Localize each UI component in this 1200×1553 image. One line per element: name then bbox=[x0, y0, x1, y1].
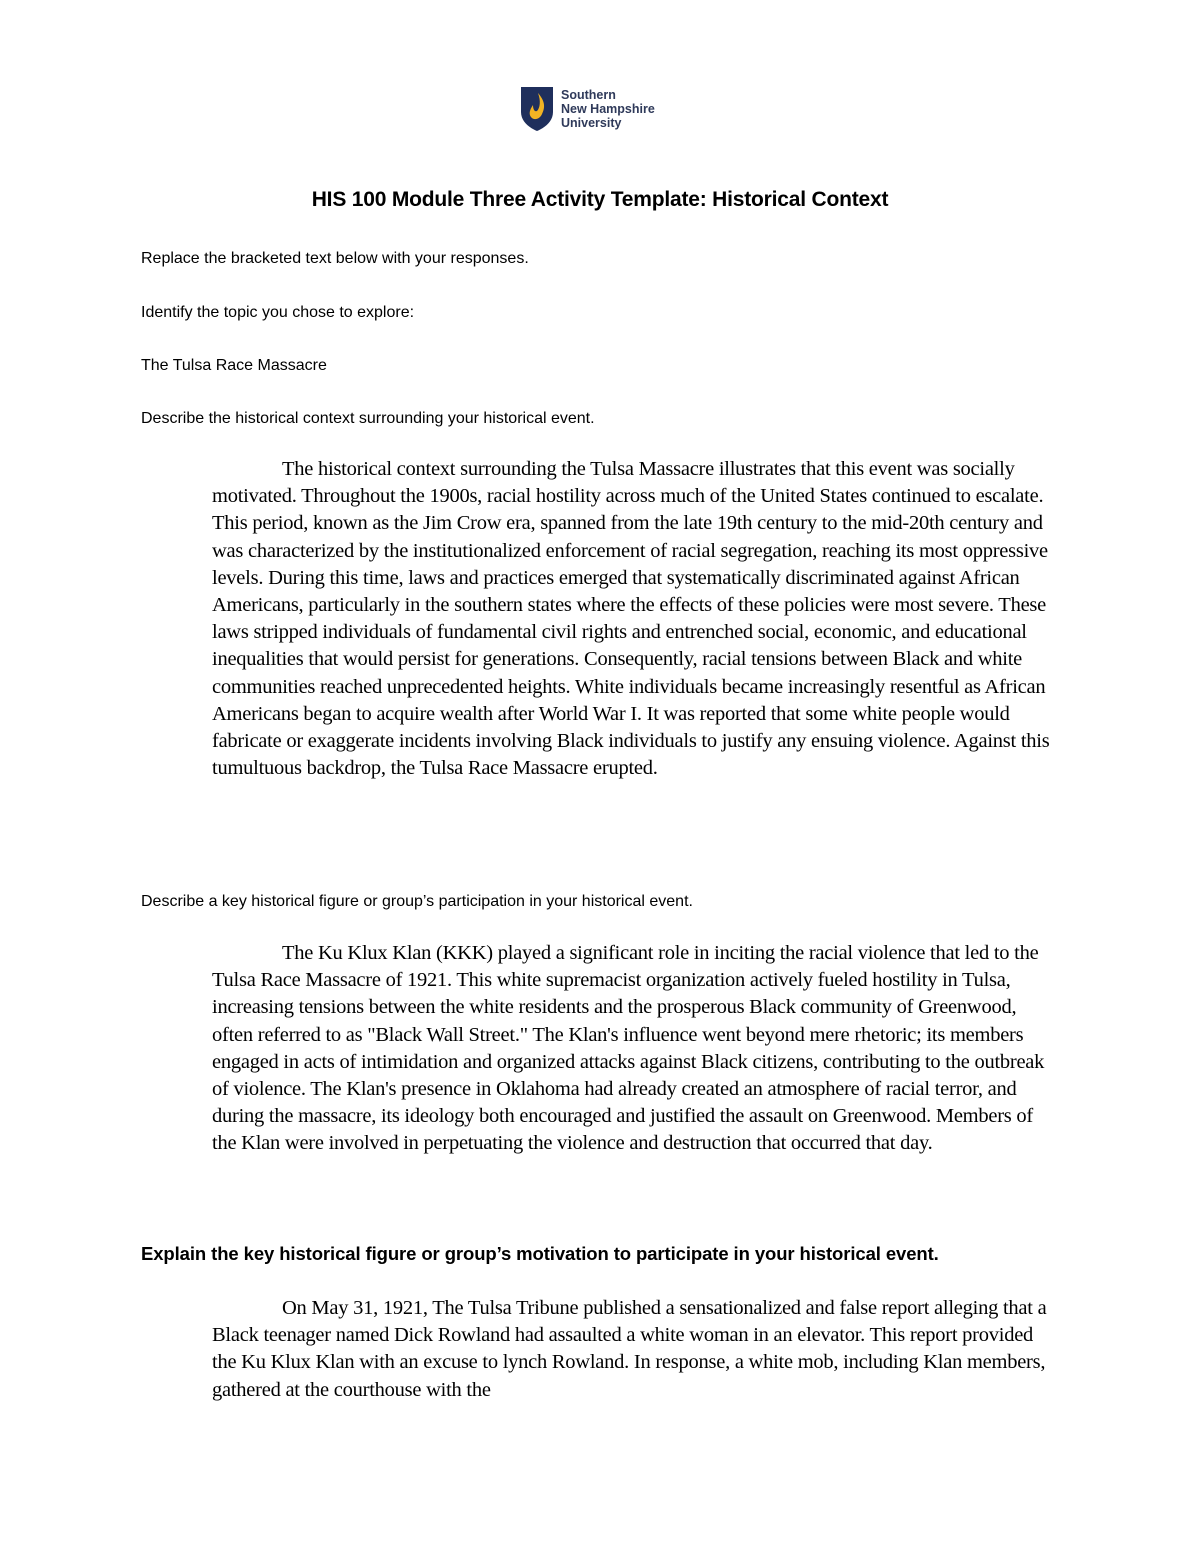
answer-context: The historical context surrounding the Tulsa Massacre illustrates that this event was socially motivated. Throughout the 1900s, racial hostility across much of the United States continued to escalate. This period, known as the Jim Crow era, spanned from the late 19th century to the mid-20th century and was characterized by the institutionalized enforcement of racial segregation, reaching its most oppressive levels. During this time, laws and practices emerged that systematically discriminated against African Americans, particularly in the southern states where the effects of these policies were most severe. These laws stripped individuals of fundamental civil rights and entrenched social, economic, and educational inequalities that would persist for generations. Consequently, racial tensions between Black and white communities reached unprecedented heights. White individuals became increasingly resentful as African Americans began to acquire wealth after World War I. It was reported that some white people would fabricate or exaggerate incidents involving Black individuals to justify any ensuing violence. Against this tumultuous backdrop, the Tulsa Race Massacre erupted. bbox=[212, 458, 1050, 780]
question-participation: Describe a key historical figure or group’s participation in your historical event. bbox=[141, 893, 693, 910]
university-logo bbox=[520, 84, 655, 134]
shield-flame-icon bbox=[520, 86, 554, 132]
question-topic: Identify the topic you chose to explore: bbox=[141, 304, 415, 321]
logo-line-1: Southern bbox=[561, 88, 616, 102]
logo-line-2: New Hampshire bbox=[561, 102, 655, 116]
answer-participation: The Ku Klux Klan (KKK) played a significant role in inciting the racial violence that led to the Tulsa Race Massacre of 1921. This white supremacist organization actively fueled hostility in Tulsa, increasing tensions between the white residents and the prosperous Black community of Greenwood, often referred to as "Black Wall Street." The Klan's influence went beyond mere rhetoric; its members engaged in acts of intimidation and organized attacks against Black citizens, contributing to the outbreak of violence. The Klan's presence in Oklahoma had already created an atmosphere of racial terror, and during the massacre, its ideology both encouraged and justified the assault on Greenwood. Members of the Klan were involved in perpetuating the violence and destruction that occurred that day. bbox=[212, 942, 1045, 1155]
question-context: Describe the historical context surrounding your historical event. bbox=[141, 410, 595, 427]
university-name bbox=[561, 88, 655, 130]
logo-line-3: University bbox=[561, 116, 622, 130]
answer-motivation: On May 31, 1921, The Tulsa Tribune published a sensationalized and false report alleging that a Black teenager named Dick Rowland had assaulted a white woman in an elevator. This report provided the Ku Klux Klan with an excuse to lynch Rowland. In response, a white mob, including Klan members, gathered at the courthouse with the bbox=[212, 1297, 1047, 1401]
question-motivation: Explain the key historical figure or group’s motivation to participate in your historical event. bbox=[141, 1243, 939, 1264]
page-title: HIS 100 Module Three Activity Template: Historical Context bbox=[311, 188, 889, 211]
answer-topic: The Tulsa Race Massacre bbox=[141, 357, 327, 374]
instructions: Replace the bracketed text below with your responses. bbox=[141, 250, 529, 267]
